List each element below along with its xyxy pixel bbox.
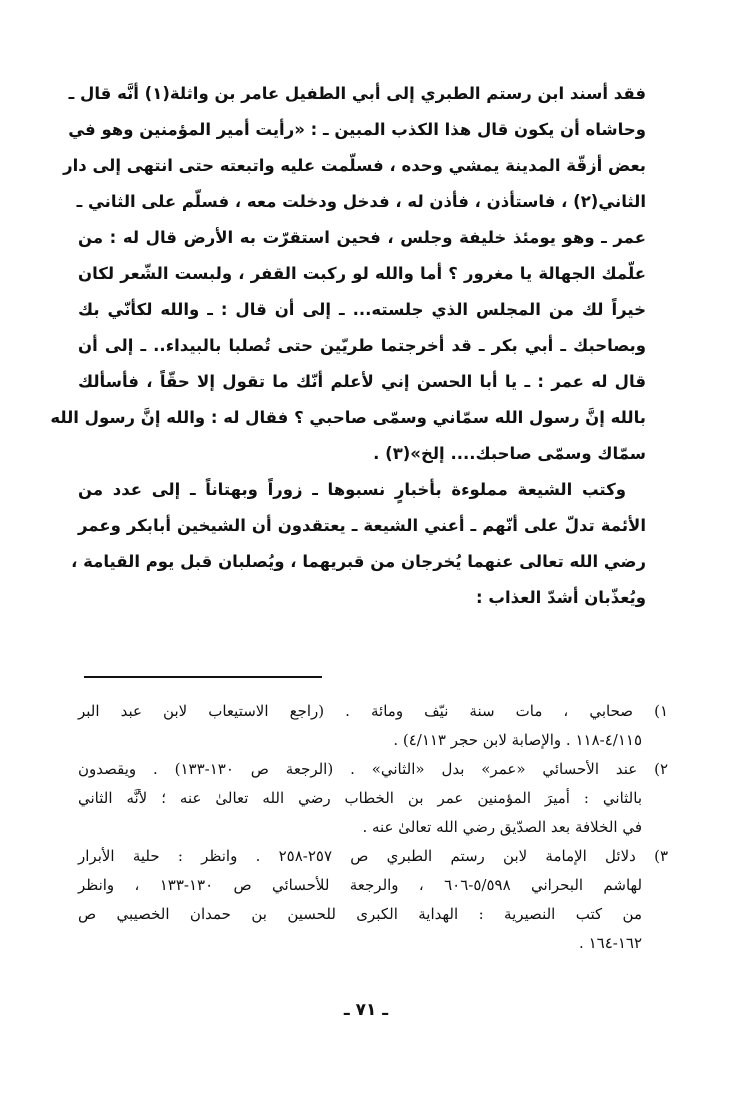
text-line: فقد أسند ابن رستم الطبري إلى أبي الطفيل عامر بن واثلة(١) أنَّه قال ـ	[68, 84, 646, 103]
footnote-3	[78, 842, 668, 958]
text-line: رضي الله تعالى عنهما يُخرجان من قبريهما ، ويُصلبان قبل يوم القيامة ،	[71, 552, 646, 571]
text-line: وكتب الشيعة مملوءة بأخبارٍ نسبوها ـ زوراً وبهتاناً ـ إلى عدد من	[78, 480, 626, 499]
footnote-line: في الخلافة بعد الصدّيق رضي الله تعالىٰ عنه .	[362, 818, 642, 836]
text-line: علّمك الجهالة يا مغرور ؟ أما والله لو ركبت القفر ، ولبست الشّعر لكان	[78, 264, 646, 283]
text-line: وبصاحبك ـ أبي بكر ـ قد أخرجتما طريّين حتى تُصلبا بالبيداء.. ـ إلى أن	[78, 336, 646, 355]
footnote-line: ١) صحابي ، مات سنة نيّف ومائة . (راجع الاستيعاب لابن عبد البر	[78, 702, 668, 720]
footnotes	[78, 697, 668, 958]
page-number: ـ ٧١ ـ	[343, 1000, 389, 1020]
text-line: وحاشاه أن يكون قال هذا الكذب المبين ـ : «رأيت أمير المؤمنين وهو في	[68, 120, 646, 139]
footnote-line: ١٦٢-١٦٤ .	[579, 934, 642, 952]
text-line: قال له عمر : ـ يا أبا الحسن إني لأعلم أنّك ما تقول إلا حقّاً ، فأسألك	[78, 372, 646, 391]
footnote-line: ٤/١١٥-١١٨ . والإصابة لابن حجر ٤/١١٣) .	[393, 731, 642, 749]
paragraph-2	[71, 472, 646, 616]
text-line: بالله إنَّ رسول الله سمّاني وسمّى صاحبي ؟ فقال له : والله إنَّ رسول الله	[50, 408, 646, 427]
footnote-line: ٣) دلائل الإمامة لابن رستم الطبري ص ٢٥٧-٢٥٨ . وانظر : حلية الأبرار	[78, 847, 668, 865]
paragraph-1	[50, 76, 646, 472]
main-text	[50, 76, 646, 616]
text-line: ويُعذّبان أشدّ العذاب :	[476, 588, 646, 607]
footnote-1	[78, 697, 668, 755]
text-line: الأئمة تدلّ على أنّهم ـ أعني الشيعة ـ يعتقدون أن الشيخين أبابكر وعمر	[78, 516, 646, 535]
footnote-2	[78, 755, 668, 842]
text-line: الثاني(٢) ، فاستأذن ، فأذن له ، فدخل ودخلت معه ، فسلّم على الثاني ـ	[76, 192, 646, 211]
footnote-separator	[84, 676, 322, 678]
text-line: سمّاك وسمّى صاحبك.... إلخ»(٣) .	[373, 444, 646, 463]
text-line: خيراً لك من المجلس الذي جلسته... ـ إلى أن قال : ـ والله لكأنّي بك	[78, 300, 646, 319]
text-line: عمر ـ وهو يومئذ خليفة وجلس ، فحين استقرّت به الأرض قال له : من	[78, 228, 646, 247]
footnote-line: من كتب النصيرية : الهداية الكبرى للحسين بن حمدان الخصيبي ص	[78, 905, 642, 923]
footnote-line: بالثاني : أميرَ المؤمنين عمر بن الخطاب رضي الله تعالىٰ عنه ؛ لأنَّه الثاني	[78, 789, 642, 807]
footnote-line: ٢) عند الأحسائي «عمر» بدل «الثاني» . (الرجعة ص ١٣٠-١٣٣) . ويقصدون	[78, 760, 668, 778]
text-line: بعض أزقّة المدينة يمشي وحده ، فسلّمت عليه واتبعته حتى انتهى إلى دار	[63, 156, 646, 175]
footnote-line: لهاشم البحراني ٥/٥٩٨-٦٠٦ ، والرجعة للأحسائي ص ١٣٠-١٣٣ ، وانظر	[78, 876, 643, 894]
